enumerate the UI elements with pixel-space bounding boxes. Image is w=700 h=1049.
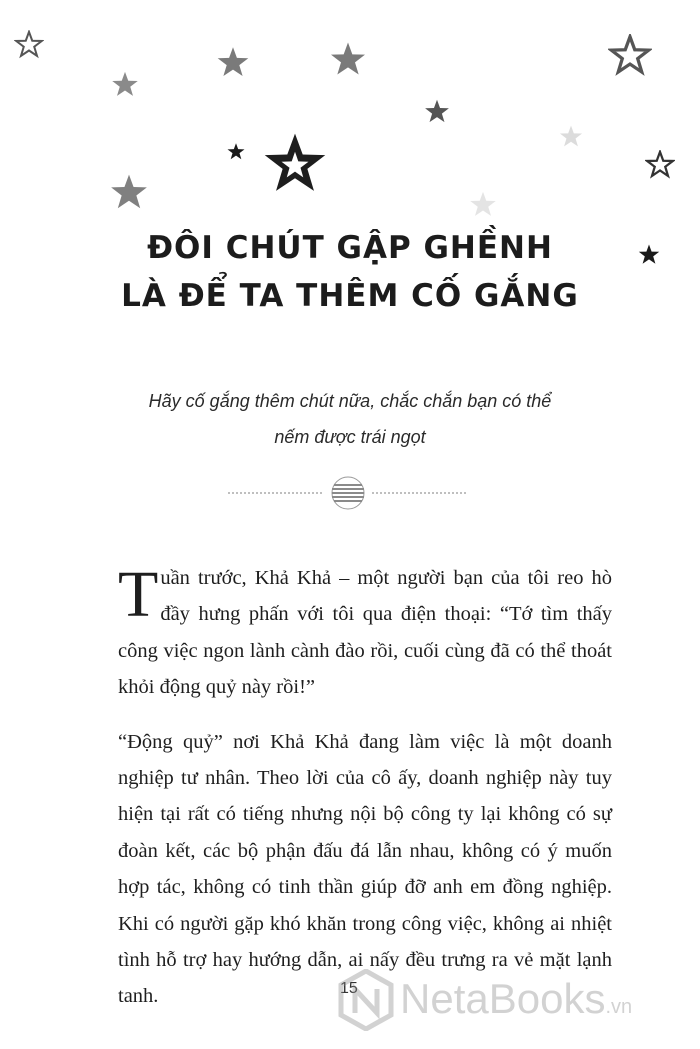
star-icon bbox=[14, 30, 44, 60]
watermark bbox=[338, 965, 683, 1035]
chapter-epigraph bbox=[0, 383, 700, 455]
star-icon bbox=[108, 172, 150, 214]
chapter-title bbox=[0, 224, 700, 320]
drop-cap: T bbox=[118, 558, 159, 631]
striped-ball-ornament-icon bbox=[228, 476, 468, 510]
paragraph-1-text: uần trước, Khả Khả – một người bạn của tôi reo hò đầy hưng phấn với tôi qua điện thoại: “Tớ tìm thấy công việc ngon lành cành đào rồi, cuối cùng đã có thể thoát khỏi động quỷ này rồi!” bbox=[118, 567, 612, 699]
chapter-title-line-1: ĐÔI CHÚT GẬP GHỀNH bbox=[147, 230, 553, 266]
star-icon bbox=[226, 142, 246, 162]
watermark-brand: NetaBooks bbox=[400, 975, 606, 1022]
paragraph-1 bbox=[118, 560, 612, 706]
watermark-suffix: .vn bbox=[605, 996, 633, 1018]
star-icon bbox=[468, 190, 498, 220]
page-number: 15 bbox=[340, 980, 358, 997]
star-icon bbox=[558, 124, 584, 150]
chapter-title-line-2: LÀ ĐỂ TA THÊM CỐ GẮNG bbox=[121, 278, 579, 314]
star-icon bbox=[608, 34, 652, 78]
epigraph-line-1: Hãy cố gắng thêm chút nữa, chắc chắn bạn có thể bbox=[148, 391, 552, 411]
star-icon bbox=[328, 40, 368, 80]
star-icon bbox=[645, 150, 675, 180]
star-icon bbox=[262, 132, 328, 198]
star-icon bbox=[423, 98, 451, 126]
star-icon bbox=[110, 70, 140, 100]
paragraph-2: “Động quỷ” nơi Khả Khả đang làm việc là một doanh nghiệp tư nhân. Theo lời của cô ấy, doanh nghiệp này tuy hiện tại rất có tiếng nhưng nội bộ công ty lại không có sự đoàn kết, các bộ phận đấu đá lẫn nhau, không có ý muốn hợp tác, không có tinh thần giúp đỡ anh em đồng nghiệp. Khi có người gặp khó khăn trong công việc, không ai nhiệt tình hỗ trợ hay hướng dẫn, ai nấy đều trưng ra vẻ mặt lạnh tanh. bbox=[118, 730, 612, 1008]
epigraph-line-2: nếm được trái ngọt bbox=[274, 427, 426, 447]
netabooks-logo-icon bbox=[338, 969, 394, 1031]
watermark-text bbox=[400, 975, 632, 1023]
star-icon bbox=[215, 45, 251, 81]
chapter-body bbox=[118, 560, 612, 1015]
